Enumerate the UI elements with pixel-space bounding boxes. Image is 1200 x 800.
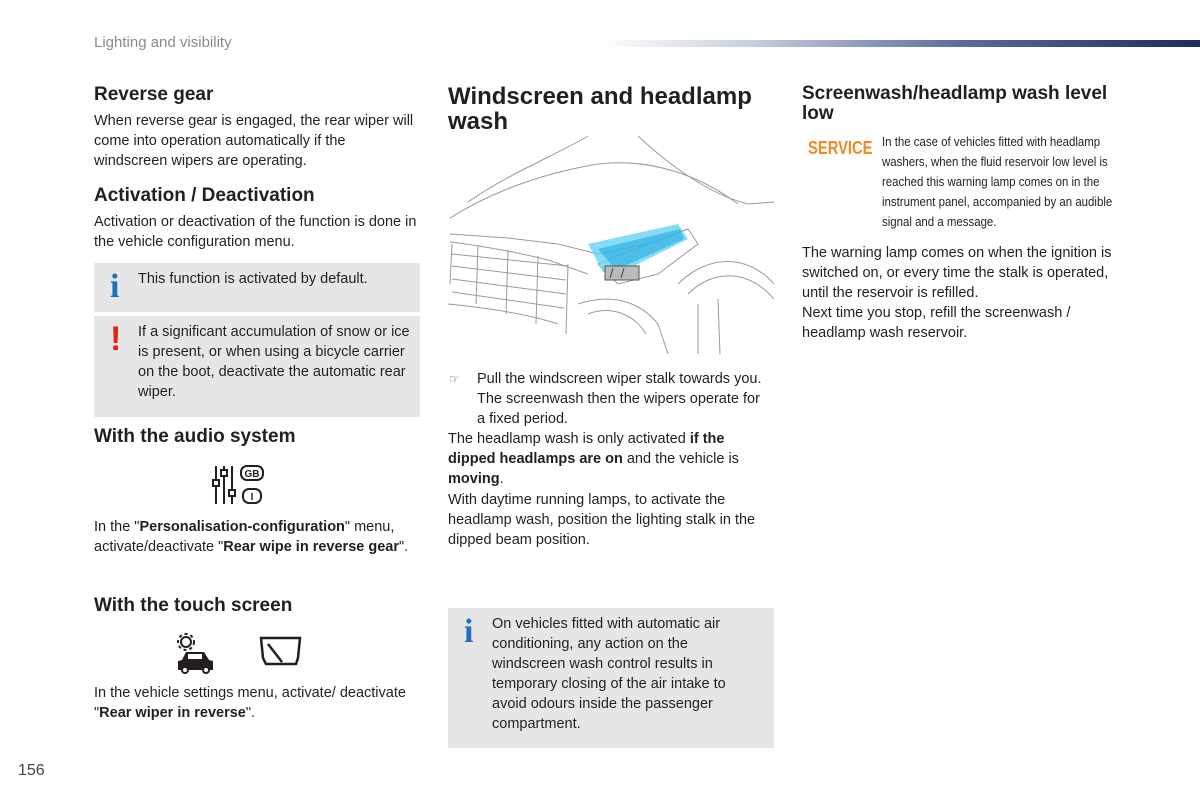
touch-title: With the touch screen: [94, 595, 293, 616]
warning-icon: !: [110, 320, 122, 358]
activation-text: Activation or deactivation of the function is done in the vehicle configuration menu.: [94, 214, 417, 250]
wash-title: Windscreen and headlamp wash: [448, 83, 752, 135]
info-icon: i: [110, 268, 120, 305]
wash-info-note-text: On vehicles fitted with automatic air conditioning, any action on the windscreen wash control results in temporary closing of the air intake to avoid odours inside the passenger compartment.: [492, 616, 726, 732]
headlamp-wash-illustration: [448, 134, 774, 354]
service-warning-icon: SERVICE: [808, 138, 873, 158]
section-header: Lighting and visibility: [94, 34, 232, 51]
warning-note-box: [94, 316, 420, 417]
audio-icon-label-bottom: I: [250, 492, 254, 503]
page-number: 156: [18, 762, 45, 779]
screenwash-text-2: Next time you stop, refill the screenwash / headlamp wash reservoir.: [802, 305, 1071, 341]
info-note-box: [94, 263, 420, 312]
screenwash-text-1: The warning lamp comes on when the ignition is switched on, or every time the stalk is operated, until the reservoir is refilled.: [802, 245, 1112, 301]
audio-title: With the audio system: [94, 426, 296, 447]
car-settings-icon: [172, 632, 218, 676]
screenwash-title: Screenwash/headlamp wash level low: [802, 83, 1108, 124]
wash-info-note-box: [448, 608, 774, 748]
wash-bullet-text: Pull the windscreen wiper stalk towards you. The screenwash then the wipers operate for a fixed period.: [477, 371, 762, 427]
reverse-gear-text: When reverse gear is engaged, the rear wiper will come into operation automatically if the windscreen wipers are operating.: [94, 113, 414, 169]
info-note-text: This function is activated by default.: [138, 271, 368, 287]
audio-icon-label-top: GB: [244, 469, 260, 480]
pointing-hand-icon: ☞: [449, 372, 460, 386]
audio-text: In the "Personalisation-configuration" menu, activate/deactivate "Rear wipe in reverse gear".: [94, 519, 409, 555]
reverse-gear-title: Reverse gear: [94, 84, 214, 105]
touch-text: In the vehicle settings menu, activate/ deactivate "Rear wiper in reverse".: [94, 685, 406, 721]
warning-note-text: If a significant accumulation of snow or ice is present, or when using a bicycle carrier on the boot, deactivate the automatic rear wiper.: [138, 324, 410, 400]
lamp-description-text: In the case of vehicles fitted with headlamp washers, when the fluid reservoir low level is reached this warning lamp comes on in the instrument panel, accompanied by an audible signal and a message.: [882, 134, 1113, 229]
header-gradient-bar: [600, 40, 1200, 47]
audio-settings-icon: [212, 462, 268, 508]
activation-title: Activation / Deactivation: [94, 185, 315, 206]
wash-paragraph-2: The headlamp wash is only activated if the dipped headlamps are on and the vehicle is moving.: [448, 431, 739, 487]
info-icon: i: [464, 613, 474, 650]
rear-wiper-icon: [258, 634, 304, 670]
wash-paragraph-3: With daytime running lamps, to activate the headlamp wash, position the lighting stalk in the dipped beam position.: [448, 492, 756, 548]
